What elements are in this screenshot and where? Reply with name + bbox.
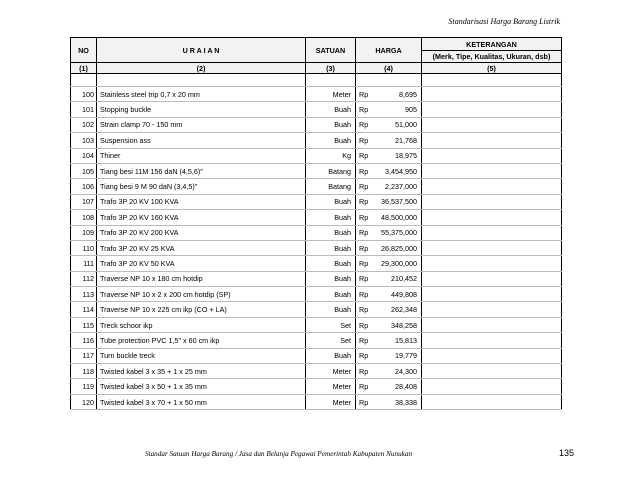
- table-row: [71, 302, 562, 317]
- row-currency: Rp: [356, 379, 372, 394]
- table-row: [71, 102, 562, 117]
- row-harga: 262,348: [372, 302, 422, 317]
- row-currency: Rp: [356, 240, 372, 255]
- row-harga: 15,813: [372, 333, 422, 348]
- row-harga: 8,695: [372, 87, 422, 102]
- row-currency: Rp: [356, 271, 372, 286]
- row-number: 100: [71, 87, 97, 102]
- row-number: 119: [71, 379, 97, 394]
- row-satuan: Buah: [306, 271, 356, 286]
- row-harga: 348,258: [372, 317, 422, 332]
- footer-text: Standar Satuan Harga Barang / Jasa dan Belanja Pegawai Pemerintah Kabupaten Nunukan: [145, 450, 413, 458]
- row-harga: 21,768: [372, 133, 422, 148]
- row-harga: 38,338: [372, 394, 422, 409]
- row-uraian: Stainless steel trip 0,7 x 20 mm: [97, 87, 306, 102]
- row-uraian: Twisted kabel 3 x 35 + 1 x 25 mm: [97, 364, 306, 379]
- page-number: 135: [559, 448, 575, 458]
- header-keterangan: KETERANGAN: [422, 38, 562, 51]
- row-number: 101: [71, 102, 97, 117]
- header-keterangan-sub: (Merk, Tipe, Kualitas, Ukuran, dsb): [422, 51, 562, 63]
- row-keterangan: [422, 194, 562, 209]
- row-currency: Rp: [356, 148, 372, 163]
- table-row: [71, 317, 562, 332]
- table-row: [71, 364, 562, 379]
- row-satuan: Meter: [306, 364, 356, 379]
- row-number: 111: [71, 256, 97, 271]
- row-keterangan: [422, 87, 562, 102]
- row-satuan: Buah: [306, 210, 356, 225]
- row-satuan: Buah: [306, 102, 356, 117]
- row-harga: 29,300,000: [372, 256, 422, 271]
- row-keterangan: [422, 148, 562, 163]
- row-number: 108: [71, 210, 97, 225]
- row-keterangan: [422, 240, 562, 255]
- row-number: 113: [71, 287, 97, 302]
- row-uraian: Trafo 3P 20 KV 100 KVA: [97, 194, 306, 209]
- row-keterangan: [422, 317, 562, 332]
- row-number: 105: [71, 163, 97, 178]
- row-satuan: Kg: [306, 148, 356, 163]
- table-row: [71, 287, 562, 302]
- row-satuan: Meter: [306, 394, 356, 409]
- row-keterangan: [422, 179, 562, 194]
- row-harga: 18,975: [372, 148, 422, 163]
- spacer-row: [71, 74, 562, 87]
- row-number: 112: [71, 271, 97, 286]
- row-keterangan: [422, 394, 562, 409]
- row-currency: Rp: [356, 179, 372, 194]
- table-row: [71, 240, 562, 255]
- row-uraian: Twisted kabel 3 x 70 + 1 x 50 mm: [97, 394, 306, 409]
- row-satuan: Buah: [306, 348, 356, 363]
- row-satuan: Set: [306, 317, 356, 332]
- row-uraian: Traverse NP 10 x 2 x 200 cm hotdip (SP): [97, 287, 306, 302]
- header-satuan: SATUAN: [306, 38, 356, 63]
- row-harga: 24,300: [372, 364, 422, 379]
- row-uraian: Turn buckle treck: [97, 348, 306, 363]
- row-uraian: Trafo 3P 20 KV 50 KVA: [97, 256, 306, 271]
- row-currency: Rp: [356, 256, 372, 271]
- row-currency: Rp: [356, 348, 372, 363]
- row-number: 103: [71, 133, 97, 148]
- table-row: [71, 87, 562, 102]
- row-keterangan: [422, 256, 562, 271]
- row-harga: 36,537,500: [372, 194, 422, 209]
- row-keterangan: [422, 348, 562, 363]
- table-row: [71, 394, 562, 409]
- row-currency: Rp: [356, 287, 372, 302]
- row-satuan: Batang: [306, 163, 356, 178]
- table-row: [71, 163, 562, 178]
- row-uraian: Stopping buckle: [97, 102, 306, 117]
- table-row: [71, 348, 562, 363]
- row-currency: Rp: [356, 133, 372, 148]
- row-currency: Rp: [356, 163, 372, 178]
- row-harga: 905: [372, 102, 422, 117]
- row-harga: 26,825,000: [372, 240, 422, 255]
- row-harga: 2,237,000: [372, 179, 422, 194]
- row-harga: 210,452: [372, 271, 422, 286]
- row-number: 117: [71, 348, 97, 363]
- row-satuan: Buah: [306, 240, 356, 255]
- header-no: NO: [71, 38, 97, 63]
- row-number: 116: [71, 333, 97, 348]
- row-currency: Rp: [356, 194, 372, 209]
- row-number: 110: [71, 240, 97, 255]
- row-keterangan: [422, 333, 562, 348]
- row-satuan: Buah: [306, 287, 356, 302]
- row-satuan: Buah: [306, 133, 356, 148]
- table-row: [71, 333, 562, 348]
- row-number: 114: [71, 302, 97, 317]
- row-satuan: Batang: [306, 179, 356, 194]
- row-currency: Rp: [356, 102, 372, 117]
- row-number: 120: [71, 394, 97, 409]
- row-uraian: Tube protection PVC 1,5" x 60 cm ikp: [97, 333, 306, 348]
- price-table: [70, 37, 562, 410]
- row-harga: 55,375,000: [372, 225, 422, 240]
- row-uraian: Treck schoor ikp: [97, 317, 306, 332]
- table-row: [71, 194, 562, 209]
- running-header: Standarisasi Harga Barang Listrik: [448, 17, 560, 26]
- table-row: [71, 117, 562, 132]
- row-uraian: Strain clamp 70 - 150 mm: [97, 117, 306, 132]
- row-harga: 3,454,950: [372, 163, 422, 178]
- table-row: [71, 179, 562, 194]
- row-uraian: Suspension ass: [97, 133, 306, 148]
- row-number: 107: [71, 194, 97, 209]
- row-uraian: Traverse NP 10 x 180 cm hotdip: [97, 271, 306, 286]
- row-harga: 48,500,000: [372, 210, 422, 225]
- header-uraian: U R A I A N: [97, 38, 306, 63]
- row-satuan: Meter: [306, 379, 356, 394]
- row-number: 104: [71, 148, 97, 163]
- row-keterangan: [422, 133, 562, 148]
- row-satuan: Buah: [306, 194, 356, 209]
- row-keterangan: [422, 163, 562, 178]
- row-currency: Rp: [356, 302, 372, 317]
- table-row: [71, 256, 562, 271]
- row-currency: Rp: [356, 394, 372, 409]
- row-keterangan: [422, 271, 562, 286]
- row-keterangan: [422, 364, 562, 379]
- row-currency: Rp: [356, 225, 372, 240]
- row-harga: 449,808: [372, 287, 422, 302]
- row-uraian: Trafo 3P 20 KV 160 KVA: [97, 210, 306, 225]
- table-row: [71, 225, 562, 240]
- row-uraian: Trafo 3P 20 KV 200 KVA: [97, 225, 306, 240]
- table-row: [71, 133, 562, 148]
- row-currency: Rp: [356, 364, 372, 379]
- row-keterangan: [422, 287, 562, 302]
- row-harga: 28,408: [372, 379, 422, 394]
- row-currency: Rp: [356, 87, 372, 102]
- row-number: 115: [71, 317, 97, 332]
- row-keterangan: [422, 210, 562, 225]
- row-satuan: Meter: [306, 87, 356, 102]
- row-satuan: Buah: [306, 302, 356, 317]
- row-number: 102: [71, 117, 97, 132]
- table-row: [71, 379, 562, 394]
- row-uraian: Tiang besi 9 M 90 daN (3,4,5)": [97, 179, 306, 194]
- row-uraian: Traverse NP 10 x 225 cm ikp (CO + LA): [97, 302, 306, 317]
- col-number-label: (5): [422, 63, 562, 74]
- row-harga: 19,779: [372, 348, 422, 363]
- row-uraian: Tiang besi 11M 156 daN (4,5,6)": [97, 163, 306, 178]
- row-uraian: Trafo 3P 20 KV 25 KVA: [97, 240, 306, 255]
- row-currency: Rp: [356, 210, 372, 225]
- row-keterangan: [422, 302, 562, 317]
- row-currency: Rp: [356, 117, 372, 132]
- col-number-label: (3): [306, 63, 356, 74]
- row-number: 106: [71, 179, 97, 194]
- row-uraian: Twisted kabel 3 x 50 + 1 x 35 mm: [97, 379, 306, 394]
- col-number-label: (1): [71, 63, 97, 74]
- row-keterangan: [422, 117, 562, 132]
- row-number: 118: [71, 364, 97, 379]
- header-harga: HARGA: [356, 38, 422, 63]
- col-number-label: (2): [97, 63, 306, 74]
- row-satuan: Buah: [306, 117, 356, 132]
- row-currency: Rp: [356, 333, 372, 348]
- table-row: [71, 271, 562, 286]
- row-harga: 51,000: [372, 117, 422, 132]
- row-keterangan: [422, 379, 562, 394]
- row-satuan: Buah: [306, 256, 356, 271]
- table-row: [71, 210, 562, 225]
- row-currency: Rp: [356, 317, 372, 332]
- row-satuan: Buah: [306, 225, 356, 240]
- row-number: 109: [71, 225, 97, 240]
- row-uraian: Thiner: [97, 148, 306, 163]
- row-satuan: Set: [306, 333, 356, 348]
- table-row: [71, 148, 562, 163]
- row-keterangan: [422, 102, 562, 117]
- col-number-label: (4): [356, 63, 422, 74]
- row-keterangan: [422, 225, 562, 240]
